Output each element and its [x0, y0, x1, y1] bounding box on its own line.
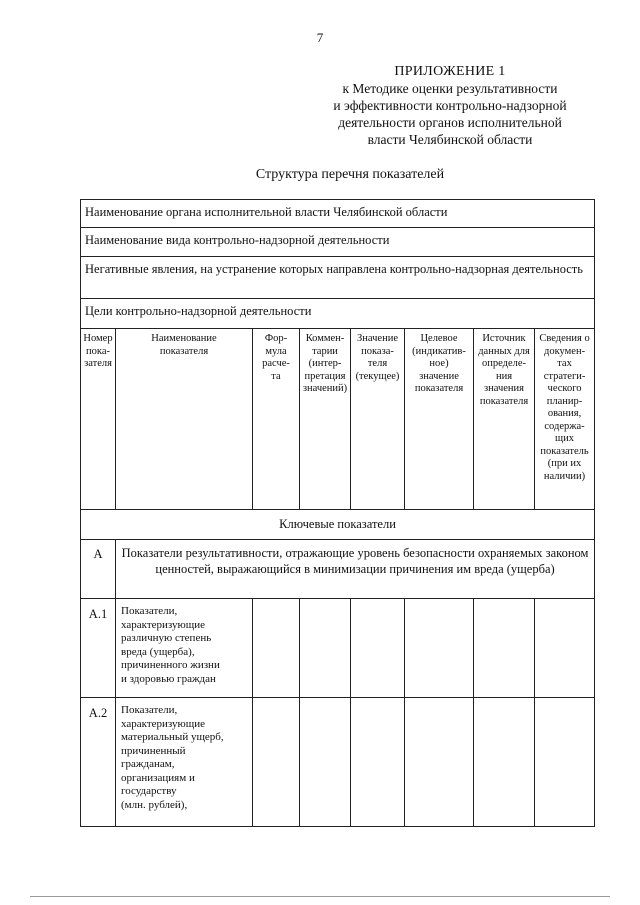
empty-cell	[405, 698, 474, 827]
column-header: Наименование показателя	[116, 329, 253, 510]
row-code: А.2	[81, 698, 116, 827]
empty-cell	[351, 599, 405, 698]
empty-cell	[300, 599, 351, 698]
column-header: Целевое (индикатив- ное) значение показателя	[405, 329, 474, 510]
group-code: А	[81, 540, 116, 599]
column-header: Фор- мула расче- та	[253, 329, 300, 510]
empty-cell	[253, 698, 300, 827]
appendix-line: деятельности органов исполнительной	[338, 115, 562, 130]
empty-cell	[535, 698, 595, 827]
goals-cell: Цели контрольно-надзорной деятельности	[81, 299, 595, 329]
row-indicator-name: Показатели, характеризующие материальный ущерб, причиненный гражданам, организациям и государству (млн. рублей),	[116, 698, 253, 827]
empty-cell	[300, 698, 351, 827]
negative-phenomena-cell: Негативные явления, на устранение которых направлена контрольно-надзорная деятельность	[81, 257, 595, 299]
appendix-title: ПРИЛОЖЕНИЕ 1	[394, 64, 506, 79]
authority-name-cell: Наименование органа исполнительной власти Челябинской области	[81, 200, 595, 228]
column-header: Сведения о докумен- тах стратеги- ческого планир- ования, содержа- щих показатель (при их наличии)	[535, 329, 595, 510]
row-indicator-name: Показатели, характеризующие различную степень вреда (ущерба), причиненного жизни и здоровью граждан	[116, 599, 253, 698]
empty-cell	[474, 599, 535, 698]
empty-cell	[351, 698, 405, 827]
appendix-line: власти Челябинской области	[367, 132, 533, 147]
key-indicators-heading: Ключевые показатели	[81, 510, 595, 540]
empty-cell	[405, 599, 474, 698]
activity-type-cell: Наименование вида контрольно-надзорной деятельности	[81, 228, 595, 257]
column-header: Источник данных для определе- ния значения показателя	[474, 329, 535, 510]
column-header: Коммен- тарии (интер- претация значений)	[300, 329, 351, 510]
column-header: Значение показа- теля (текущее)	[351, 329, 405, 510]
column-header: Номер пока- зателя	[81, 329, 116, 510]
appendix-header	[310, 63, 590, 148]
table-header-row	[81, 329, 595, 510]
appendix-line: и эффективности контрольно-надзорной	[333, 98, 567, 113]
appendix-line: к Методике оценки результативности	[342, 81, 558, 96]
table-row	[81, 698, 595, 827]
group-description: Показатели результативности, отражающие уровень безопасности охраняемых законом ценностей, выражающийся в минимизации причинения им вреда (ущерба)	[116, 540, 595, 599]
empty-cell	[535, 599, 595, 698]
structure-title: Структура перечня показателей	[255, 167, 445, 182]
page-number: 7	[316, 30, 324, 45]
empty-cell	[474, 698, 535, 827]
indicators-table	[80, 199, 595, 827]
row-code: А.1	[81, 599, 116, 698]
page-bottom-rule	[30, 896, 610, 897]
table-row	[81, 599, 595, 698]
empty-cell	[253, 599, 300, 698]
